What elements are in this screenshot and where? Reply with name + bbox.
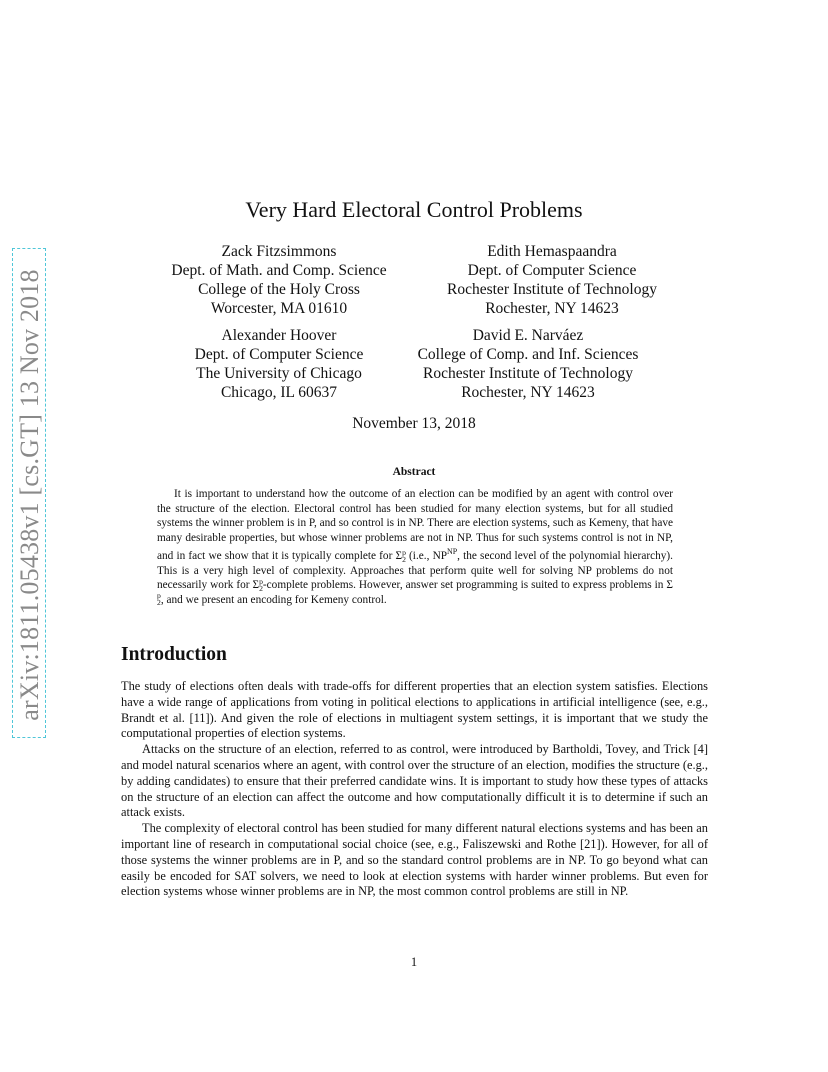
author-name: Zack Fitzsimmons: [221, 243, 337, 260]
author-dept: Dept. of Math. and Comp. Science: [171, 262, 387, 279]
author-name: Alexander Hoover: [221, 327, 337, 344]
section-body: [121, 679, 708, 900]
author-block: [158, 242, 400, 318]
sigma-symbol: Σ p 2: [252, 576, 263, 593]
author-location: Worcester, MA 01610: [210, 300, 348, 317]
sigma-symbol: Σ p 2: [395, 547, 406, 564]
page-number: 1: [410, 955, 418, 969]
author-location: Rochester, NY 14623: [461, 384, 595, 401]
author-name: Edith Hemaspaandra: [487, 243, 617, 260]
paper-title: Very Hard Electoral Control Problems: [245, 197, 583, 222]
author-institution: Rochester Institute of Technology: [423, 365, 633, 382]
author-institution: Rochester Institute of Technology: [447, 281, 657, 298]
author-location: Rochester, NY 14623: [485, 300, 619, 317]
paragraph: Attacks on the structure of an election, referred to as control, were introduced by Bartholdi, Tovey, and Trick [4] and model natural scenarios where an agent, with control over the structure of an election, modifies the structure (e.g., by adding candidates) to ensure that their preferred candidate wins. It is important to study how these types of attacks on the structure of an election can affect the outcome and how computationally difficult it is to determine if such an attack exists.: [121, 742, 708, 820]
paragraph: The complexity of electoral control has been studied for many different natural elections systems and has been an important line of research in computational social choice (see, e.g., Faliszewski and Rothe [21]). However, for all of those systems the winner problems are in P, and so the standard control problems are in NP. To go beyond what can easily be encoded for SAT solvers, we need to look at election systems with harder winner problems. But even for election systems whose winner problems are in NP, the most common control problems are still in NP.: [121, 821, 708, 899]
author-institution: The University of Chicago: [196, 365, 362, 382]
author-dept: Dept. of Computer Science: [467, 262, 637, 279]
abstract-heading: Abstract: [392, 466, 436, 478]
sigma-symbol: Σ p 2: [157, 579, 673, 608]
author-block: [426, 242, 678, 318]
author-institution: College of the Holy Cross: [198, 281, 360, 298]
author-dept: Dept. of Computer Science: [194, 346, 364, 363]
paper-date: November 13, 2018: [352, 415, 476, 432]
author-dept: College of Comp. and Inf. Sciences: [417, 346, 639, 363]
paragraph: The study of elections often deals with trade-offs for different properties that an election system satisfies. Elections have a wide range of applications from voting in political elections to applications in artificial intelligence (see, e.g., Brandt et al. [11]). And given the role of elections in multiagent system settings, it is important that we study the computational properties of election systems.: [121, 679, 708, 741]
author-location: Chicago, IL 60637: [220, 384, 338, 401]
author-block: [173, 326, 385, 402]
author-name: David E. Narváez: [472, 327, 584, 344]
author-block: [400, 326, 656, 402]
section-heading: Introduction: [121, 644, 227, 665]
arxiv-stamp: arXiv:1811.05438v1 [cs.GT] 13 Nov 2018: [15, 269, 44, 721]
abstract-text: It is important to understand how the outcome of an election can be modified by an agent with control over the structure of the election. Electoral control has been studied for many election systems, but for all studied systems the winner problem is in P, and so control is in NP. There are election systems, such as Kemeny, that have many desirable properties, but whose winner problems are not in NP. Thus for such systems control is not in NP, and in fact we show that it is typically complete for Σ p 2 (i.e., $NP^{NP}$, the second level of the polynomial hierarchy). This is a very high level of complexity. Approaches that perform quite well for solving NP problems do not necessarily work for Σ p 2 -complete problems. However, answer set programming is suited to express problems in Σ p 2 , and we present an encoding for Kemeny control.: [157, 488, 673, 608]
